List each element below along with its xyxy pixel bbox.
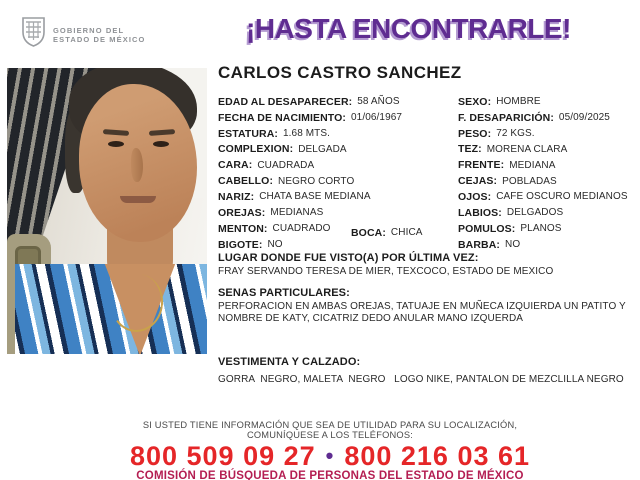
field-value: DELGADOS [506, 207, 564, 219]
last-seen-section [218, 252, 626, 278]
last-seen-text: FRAY SERVANDO TERESA DE MIER, TEXCOCO, ESTADO DE MEXICO [218, 266, 554, 277]
poster-title: ¡HASTA ENCONTRARLE! [246, 13, 571, 44]
field-value: NEGRO CORTO [278, 175, 355, 187]
clothing-text: GORRA NEGRO, MALETA NEGRO LOGO NIKE, PANTALON DE MEZCLILLA NEGRO [218, 374, 624, 385]
field-label: BARBA: [458, 238, 501, 251]
field-label: TEZ: [458, 143, 482, 156]
logo-text [53, 26, 145, 44]
field-label: FECHA DE NACIMIENTO: [218, 111, 346, 124]
field-value: MEDIANA [509, 159, 556, 171]
field-label: ESTATURA: [218, 127, 279, 140]
last-seen-title: LUGAR DONDE FUE VISTO(A) POR ÚLTIMA VEZ: [218, 252, 479, 264]
field-label: LABIOS: [458, 206, 502, 219]
contact-notice [20, 420, 640, 440]
detail-row [218, 157, 632, 173]
contact-footer [20, 420, 640, 480]
photo-mouth [120, 196, 156, 203]
detail-row [218, 189, 632, 205]
person-details [218, 94, 632, 252]
photo-eye [153, 141, 169, 147]
field-value: NO [267, 239, 283, 251]
field-label: F. DESAPARICIÓN: [458, 111, 554, 124]
field-value: CUADRADO [272, 223, 331, 235]
field-label: CARA: [218, 159, 253, 172]
contact-notice-line2: COMUNÍQUESE A LOS TELÉFONOS: [246, 430, 414, 440]
field-label: NARIZ: [218, 190, 255, 203]
field-value: MEDIANAS [270, 207, 324, 219]
field-label: COMPLEXION: [218, 143, 294, 156]
photo-eye [108, 141, 124, 147]
particular-signs-title: SENAS PARTICULARES: [218, 287, 350, 299]
particular-signs-section [218, 287, 629, 324]
search-commission-name: COMISIÓN DE BÚSQUEDA DE PERSONAS DEL ESTADO DE MÉXICO [136, 470, 524, 480]
detail-row [218, 126, 632, 142]
field-label: PESO: [458, 127, 492, 140]
government-logo [20, 16, 145, 53]
field-label: CABELLO: [218, 175, 274, 188]
field-value: CHICA [390, 227, 423, 239]
detail-row [218, 205, 632, 221]
phone-numbers [20, 443, 640, 469]
detail-row [218, 142, 632, 158]
field-label: OJOS: [458, 190, 492, 203]
state-coat-of-arms-icon [20, 16, 47, 53]
bullet-separator-icon: • [325, 443, 335, 468]
field-label: BOCA: [351, 226, 386, 239]
detail-row [218, 110, 632, 126]
clothing-title: VESTIMENTA Y CALZADO: [218, 356, 361, 368]
field-value: HOMBRE [496, 96, 541, 108]
field-label: BIGOTE: [218, 238, 263, 251]
field-label: FRENTE: [458, 159, 505, 172]
field-value: 01/06/1967 [351, 112, 403, 124]
field-label: SEXO: [458, 95, 492, 108]
field-label: CEJAS: [458, 175, 498, 188]
field-value: POBLADAS [502, 175, 557, 187]
logo-line1: GOBIERNO DEL [53, 25, 125, 35]
field-value: MORENA CLARA [486, 143, 568, 155]
logo-line2: ESTADO DE MÉXICO [53, 34, 146, 44]
field-value: 72 KGS. [496, 128, 535, 140]
field-label: EDAD AL DESAPARECER: [218, 95, 353, 108]
field-value: NO [505, 239, 521, 251]
field-value: 05/09/2025 [558, 112, 610, 124]
field-value: 1.68 MTS. [283, 128, 331, 140]
field-label: MENTON: [218, 222, 268, 235]
contact-notice-line1: SI USTED TIENE INFORMACIÓN QUE SEA DE UTILIDAD PARA SU LOCALIZACIÓN, [142, 420, 518, 430]
field-label: OREJAS: [218, 206, 266, 219]
detail-row [218, 173, 632, 189]
photo-nose [131, 148, 143, 182]
detail-row [218, 221, 632, 237]
field-value: CAFE OSCURO MEDIANOS [496, 191, 628, 203]
detail-row [218, 94, 632, 110]
phone-number-2: 800 216 03 61 [344, 441, 531, 471]
field-value: CHATA BASE MEDIANA [259, 191, 371, 203]
field-label: POMULOS: [458, 222, 516, 235]
detail-row [218, 237, 632, 253]
clothing-section [218, 356, 626, 386]
particular-signs-text: PERFORACION EN AMBAS OREJAS, TATUAJE EN MUÑECA IZQUIERDA UN PATITO Y NOMBRE DE KATY, CICATRIZ DEDO ANULAR MANO IZQUERDA [218, 301, 629, 324]
phone-number-1: 800 509 09 27 [129, 441, 316, 471]
person-name: CARLOS CASTRO SANCHEZ [218, 63, 462, 82]
field-value: 58 AÑOS [357, 96, 400, 108]
field-value: PLANOS [520, 223, 562, 235]
missing-person-photo [7, 68, 207, 354]
field-value: DELGADA [298, 143, 347, 155]
field-value: CUADRADA [257, 159, 315, 171]
